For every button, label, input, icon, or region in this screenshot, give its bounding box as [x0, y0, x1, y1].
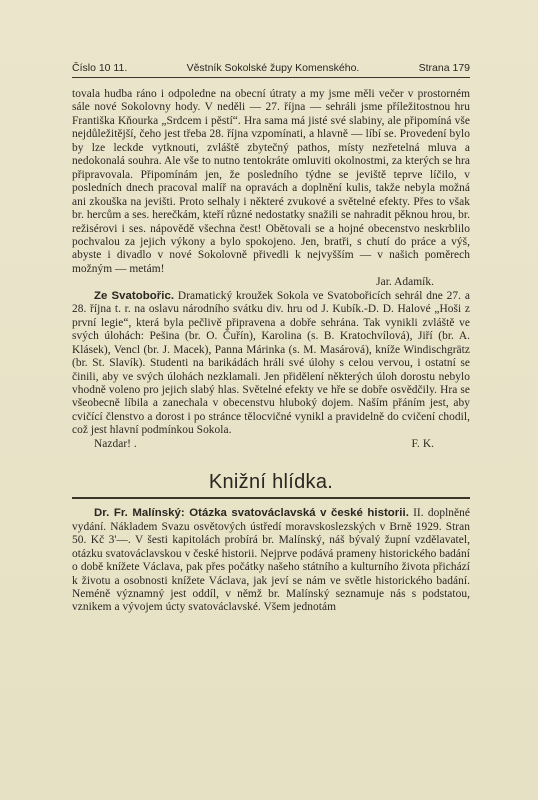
section-rule — [72, 497, 470, 499]
issue-number: Číslo 10 11. — [72, 62, 128, 74]
report-lead: Ze Svatobořic. — [94, 289, 175, 302]
page-number: Strana 179 — [418, 62, 470, 74]
report-paragraph: tovala hudba ráno i odpoledne na obecní útraty a my jsme měli večer v prostorném sále nové Sokolovny hody. V neděli — 27. října — sehráli jsme příležitostnou hru Františka Kňourka „Srdcem i pěstí“. Hra sama má jisté své slabiny, ale připomíná vše nejdůležitější, čeho jest třeba 28. října vzpomínati, a hlavně — líbí se. Provedení bylo by lze leckde vytknouti, zvláště zbytečný pathos, místy nezřetelná mluva a nedokonalá souhra. Ale vše to nutno tentokráte omluviti okolnostmi, za kterých se hra připravovala. Připomínám jen, že posledního týdne se jeviště teprve líčilo, v posledních dnech pracoval malíř na opravách a doplnění kulis, takže nebyla možná ani zkouška na jevišti. Proto selhaly i některé zvukové a světelné efekty. Přes to však br. hercům a ses. herečkám, kteří různé nedostatky snažili se nahradit pěknou hrou, br. režisérovi i ses. nápovědě všechna čest! Obětovali se a hojné obecenstvo neskrblilo pochvalou za jejich výkony a bylo spokojeno. Jen, bratři, s chutí do práce a výš, abyste i divadlo v nové Sokolovně přivedli k nejvyšším — v našich poměrech možným — metám! — [72, 88, 470, 275]
book-review — [72, 507, 470, 615]
svatoborice-author: F. K. — [411, 437, 434, 450]
book-heading: Dr. Fr. Malínský: Otázka svatováclavská v české historii. — [94, 507, 409, 520]
svatoborice-text: Dramatický kroužek Sokola ve Svatobořicích sehrál dne 27. a 28. října t. r. na oslavu národního svátku div. hru od J. Kubík.-D. D. Halové „Hoši z první legie“, která byla pečlivě připravena a dobře sehrána. Tak vynikli zvláště ve svých úlohách: Pešina (br. O. Čuřín), Karolina (s. B. Kratochvílová), Jiří (br. A. Klásek), Vencl (br. J. Macek), Panna Márinka (s. M. Masárová), kníže Windischgrätz (br. St. Slavík). Studenti na barikádách hráli své úlohy s celou vervou, i ostatní se činili, aby ve svých úlohách nezklamali. Jen přidělení některých úloh dorostu nebylo vhodně voleno pro jejich slabý hlas. Světelné efekty ve hře se dobře osvědčily. Hra se všeobecně líbila a zanechala v obecenstvu hluboký dojem. Naším přáním jest, aby cvičící členstvo a dorost i po stránce tělocvičné vynikl a pravidelně do cvičení chodil, což jest hlavní podmínkou Sokola. — [72, 289, 470, 437]
book-review-text: II. doplněné vydání. Nákladem Svazu osvětových ústředí moravskoslezských v Brně 1929. Stran 50. Kč 3'—. V šesti kapitolách probírá br. Malínský, náš bývalý župní vzdělavatel, otázku svatováclavskou v české historii. Nejprve podává prameny historického badání o době knížete Václava, pak přes počátky našeho státního a kulturního života přichází k životu a osobnosti knížete Václava, jak jeví se nám ve světle historického badání. Neméně významný jest oddíl, v němž br. Malínský seznamuje nás s podstatou, vznikem a vývojem úcty svatováclavské. Všem jednotám — [72, 507, 470, 614]
journal-title: Věstník Sokolské župy Komenského. — [186, 62, 360, 74]
text-column — [72, 88, 470, 615]
running-header — [72, 62, 470, 74]
section-title: Knižní hlídka. — [208, 471, 334, 494]
report-signature — [72, 276, 470, 289]
greeting: Nazdar! . — [94, 437, 137, 450]
header-rule — [72, 77, 470, 78]
report-author: Jar. Adamík. — [376, 276, 434, 289]
svatoborice-report — [72, 290, 470, 438]
svatoborice-signature — [72, 438, 470, 451]
